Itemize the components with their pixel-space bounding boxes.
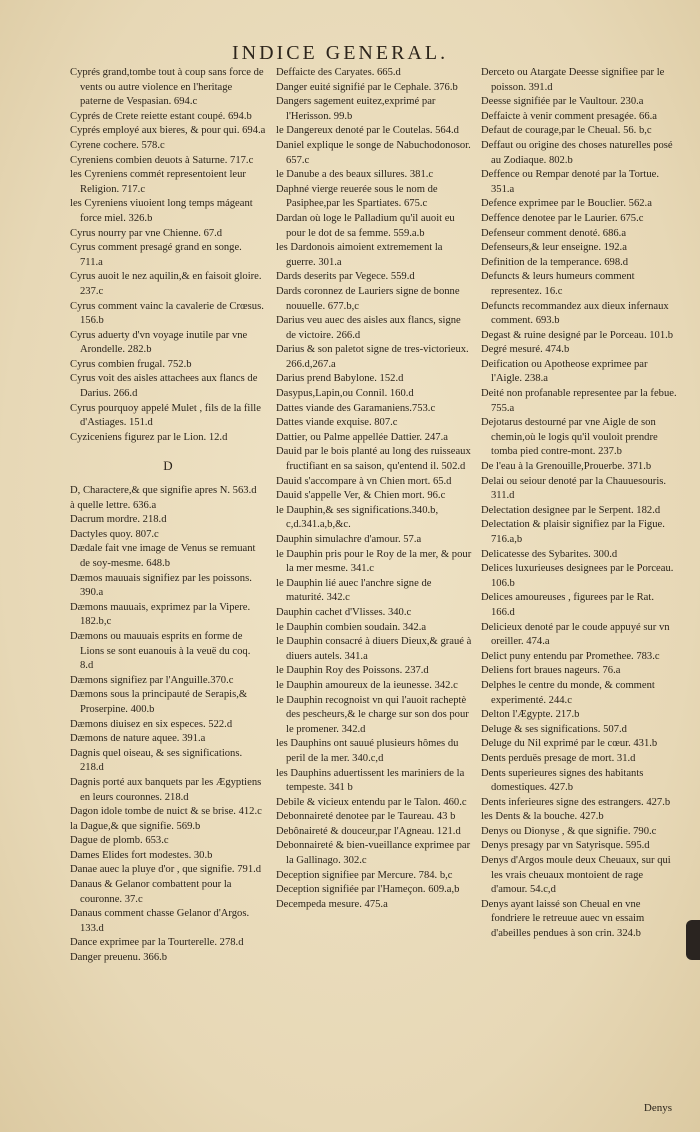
index-entry: Dents superieures signes des habitants domestiques. 427.b xyxy=(481,767,644,794)
index-entry: Denys d'Argos moule deux Cheuaux, sur qui les vrais cheuaux montoient de rage d'amour. 54.c,d xyxy=(481,855,671,896)
index-entry: Dents perduës presage de mort. 31.d xyxy=(481,752,636,764)
index-column-2 xyxy=(276,66,472,912)
index-entry: Dæmons ou mauuais esprits en forme de Lions se sont euanouis à la veuë du coq. 8.d xyxy=(70,630,251,672)
index-entry: Debônaireté & douceur,par l'Agneau. 121.d xyxy=(276,825,461,837)
index-entry: Dejotarus destourné par vne Aigle de son chemin,où le logis qu'il vouloit prendre tomba pied contre-mont. 237.b xyxy=(481,417,658,458)
section-letter: D xyxy=(163,458,173,474)
index-entry: Dards coronnez de Lauriers signe de bonne nouuelle. 677.b,c xyxy=(276,285,460,312)
index-entry: Definition de la temperance. 698.d xyxy=(481,256,629,268)
index-entry: Dance exprimee par la Tourterelle. 278.d xyxy=(70,937,244,949)
index-entry: Dagnis quel oiseau, & ses significations. 218.d xyxy=(70,747,243,774)
index-entry: Dauid par le bois planté au long des ruisseaux fructifiant en sa saison, qu'entend il. 502.d xyxy=(276,446,471,473)
index-entry: Debile & vicieux entendu par le Talon. 460.c xyxy=(276,796,467,808)
index-entry: les Cyreniens commét representoient leur Religion. 717.c xyxy=(70,169,246,195)
index-entry: Cyrus combien frugal. 752.b xyxy=(70,358,192,370)
index-entry: Dagnis porté aux banquets par les Ægyptiens en leurs couronnes. 218.d xyxy=(70,776,262,803)
index-entry: Denys ou Dionyse , & que signifie. 790.c xyxy=(481,825,657,837)
index-entry: le Dauphin lié auec l'anchre signe de maturité. 342.c xyxy=(276,577,432,604)
index-entry: le Dauphin Roy des Poissons. 237.d xyxy=(276,665,429,677)
index-entry: Dauid s'appelle Ver, & Chien mort. 96.c xyxy=(276,490,446,502)
index-entry: Danger preuenu. 366.b xyxy=(70,952,168,964)
index-entry: le Dauphin amoureux de la ieunesse. 342.c xyxy=(276,679,458,691)
index-entry: les Cyreniens viuoient long temps mágeant force miel. 326.b xyxy=(70,198,253,224)
index-entry: Dangers sagement euitez,exprimé par l'Herisson. 99.b xyxy=(276,96,436,122)
index-entry: Degast & ruine designé par le Porceau. 101.b xyxy=(481,329,674,341)
index-entry: Darius prend Babylone. 152.d xyxy=(276,373,404,385)
index-entry: Deffaut ou origine des choses naturelles posé au Zodiaque. 802.b xyxy=(481,139,673,166)
index-entry: Danaus comment chasse Gelanor d'Argos. 133.d xyxy=(70,908,250,934)
index-entry: Dents inferieures signe des estrangers. 427.b xyxy=(481,796,671,808)
index-entry: Deluge & ses significations. 507.d xyxy=(481,723,627,735)
index-entry: Delices amoureuses , figurees par le Rat. 166.d xyxy=(481,592,654,618)
index-entry: Deffence ou Rempar denoté par la Tortue. 351.a xyxy=(481,169,660,195)
index-entry: Deception signifiee par Mercure. 784. b,c xyxy=(276,869,453,881)
index-entry: Deluge du Nil exprimé par le cœur. 431.b xyxy=(481,738,658,750)
index-entry: De l'eau à la Grenouille,Prouerbe. 371.b xyxy=(481,461,652,473)
index-entry: Debonnaireté denotee par le Taureau. 43 b xyxy=(276,811,456,823)
index-column-1 xyxy=(70,66,266,966)
index-entry: Deesse signifiée par le Vaultour. 230.a xyxy=(481,96,644,108)
index-entry: Dauid s'accompare à vn Chien mort. 65.d xyxy=(276,475,452,487)
index-entry: la Dague,& que signifie. 569.b xyxy=(70,820,201,832)
index-entry: Cyreniens combien deuots à Saturne. 717.c xyxy=(70,154,254,166)
index-entry: Delectation & plaisir signifiez par la Figue. 716.a,b xyxy=(481,519,665,545)
index-entry: Denys ayant laissé son Cheual en vne fondriere le retreuue auec vn essaim d'abeilles pendues à son crin. 324.b xyxy=(481,898,645,940)
index-entry: Dattes viande des Garamaniens.753.c xyxy=(276,402,436,414)
index-entry: Dædale fait vne image de Venus se remuant de soy-mesme. 648.b xyxy=(70,543,256,569)
index-entry: Dardan où loge le Palladium qu'il auoit eu pour le dot de sa femme. 559.a.b xyxy=(276,212,455,239)
index-entry: les Dents & la bouche. 427.b xyxy=(481,811,604,823)
index-entry: Dattier, ou Palme appellée Dattier. 247.a xyxy=(276,431,448,443)
index-entry: Deception signifiée par l'Hameçon. 609.a,b xyxy=(276,884,460,896)
index-entry: Cyrus pourquoy appelé Mulet , fils de la fille d'Astiages. 151.d xyxy=(70,402,261,429)
index-entry: Derceto ou Atargate Deesse signifiee par le poisson. 391.d xyxy=(481,67,665,93)
index-entry: Dæmons signifiez par l'Anguille.370.c xyxy=(70,674,234,686)
index-entry: Dæmons sous la principauté de Serapis,& Proserpine. 400.b xyxy=(70,689,248,715)
index-entry: Delices luxurieuses designees par le Porceau. 106.b xyxy=(481,563,674,589)
index-entry: Degré mesuré. 474.b xyxy=(481,344,570,356)
index-list xyxy=(481,66,677,942)
index-entry: Deliens fort braues nageurs. 76.a xyxy=(481,665,621,677)
index-entry: Dæmons de nature aquee. 391.a xyxy=(70,733,206,745)
index-entry: Deffaicte des Caryates. 665.d xyxy=(276,67,401,78)
index-entry: Cyprés grand,tombe tout à coup sans force de vents ou autre violence en l'heritage paterne de Vespasian. 694.c xyxy=(70,67,264,108)
index-entry: Delict puny entendu par Promethee. 783.c xyxy=(481,650,660,662)
index-entry: Debonnaireté & bien-vueillance exprimee par la Gallinago. 302.c xyxy=(276,840,471,867)
index-list-d xyxy=(70,484,266,966)
index-entry: Denys presagy par vn Satyrisque. 595.d xyxy=(481,840,650,852)
index-entry: Dauphin cachet d'Vlisses. 340.c xyxy=(276,606,412,618)
index-entry: le Dauphin combien soudain. 342.a xyxy=(276,621,427,633)
index-entry: Dague de plomb. 653.c xyxy=(70,835,169,847)
index-entry: Delton l'Ægypte. 217.b xyxy=(481,709,580,721)
index-entry: Delicieux denoté par le coude appuyé sur vn oreiller. 474.a xyxy=(481,621,670,648)
index-entry: Defuncts recommandez aux dieux infernaux comment. 693.b xyxy=(481,300,669,327)
index-entry: le Dangereux denoté par le Coutelas. 564.d xyxy=(276,125,459,137)
index-entry: Cyprés de Crete reiette estant coupé. 694.b xyxy=(70,110,252,122)
index-entry: Danger euité signifié par le Cephale. 376.b xyxy=(276,81,458,93)
index-entry: les Dardonois aimoient extremement la guerre. 301.a xyxy=(276,242,443,268)
index-entry: Deffaicte à venir comment presagée. 66.a xyxy=(481,110,657,122)
index-entry: Danae auec la pluye d'or , que signifie. 791.d xyxy=(70,864,262,876)
index-entry: Dasypus,Lapin,ou Connil. 160.d xyxy=(276,388,414,400)
index-entry: le Danube a des beaux sillures. 381.c xyxy=(276,169,434,181)
index-entry: Defenseur comment denoté. 686.a xyxy=(481,227,627,239)
index-entry: le Dauphin pris pour le Roy de la mer, & pour la mer mesme. 341.c xyxy=(276,548,472,575)
index-entry: Delectation designee par le Serpent. 182.d xyxy=(481,504,661,516)
index-entry: Delicatesse des Sybarites. 300.d xyxy=(481,548,618,560)
index-entry: Dards deserits par Vegece. 559.d xyxy=(276,271,415,283)
index-entry: Defence exprimee par le Bouclier. 562.a xyxy=(481,198,652,210)
index-entry: les Dauphins aduertissent les mariniers de la tempeste. 341 b xyxy=(276,767,465,794)
index-list-c xyxy=(70,66,266,445)
index-entry: Dæmos mauuais signifiez par les poissons. 390.a xyxy=(70,572,252,599)
index-entry: Dauphin simulachre d'amour. 57.a xyxy=(276,534,422,545)
index-entry: Daniel explique le songe de Nabuchodonosor. 657.c xyxy=(276,139,471,166)
index-entry: Darius veu auec des aisles aux flancs, signe de victoire. 266.d xyxy=(276,315,461,341)
index-entry: le Dauphin consacré à diuers Dieux,& graué à diuers autels. 341.a xyxy=(276,636,472,662)
index-entry: Danaus & Gelanor combattent pour la couronne. 37.c xyxy=(70,879,232,905)
catchword: Denys xyxy=(643,1102,672,1114)
index-entry: Cyrene cochere. 578.c xyxy=(70,139,165,151)
index-entry: Deité non profanable representee par la febue. 755.a xyxy=(481,388,677,414)
index-entry: Delphes le centre du monde, & comment experimenté. 244.c xyxy=(481,679,655,706)
index-entry: Daphné vierge reuerée sous le nom de Pasiphee,par les Spartiates. 675.c xyxy=(276,183,438,210)
index-entry: Dæmons diuisez en six especes. 522.d xyxy=(70,718,233,730)
index-entry: Decempeda mesure. 475.a xyxy=(276,898,388,910)
index-entry: Cyrus nourry par vne Chienne. 67.d xyxy=(70,227,223,239)
index-entry: Cyziceniens figurez par le Lion. 12.d xyxy=(70,431,228,443)
index-entry: Dacrum mordre. 218.d xyxy=(70,514,167,526)
index-entry: Cyrus auoit le nez aquilin,& en faisoit gloire. 237.c xyxy=(70,271,262,297)
index-entry: Dæmons mauuais, exprimez par la Vipere. 182.b,c xyxy=(70,601,251,628)
index-entry: Dames Elides fort modestes. 30.b xyxy=(70,849,213,861)
index-entry: Defenseurs,& leur enseigne. 192.a xyxy=(481,242,627,254)
index-entry: Defuncts & leurs humeurs comment representez. 16.c xyxy=(481,271,635,297)
index-column-3 xyxy=(481,66,677,942)
index-entry: Delai ou seiour denoté par la Chauuesouris. 311.d xyxy=(481,475,667,502)
index-entry: D, Charactere,& que signifie apres N. 563.d xyxy=(70,485,257,497)
index-entry: Cyrus aduerty d'vn voyage inutile par vne Arondelle. 282.b xyxy=(70,329,248,356)
index-entry: Deffence denotee par le Laurier. 675.c xyxy=(481,212,644,224)
index-entry: Cyrus comment vainc la cavalerie de Crœsus. 156.b xyxy=(70,300,264,327)
index-entry: les Dauphins ont sauué plusieurs hômes du peril de la mer. 340.c,d xyxy=(276,738,459,764)
index-entry: Cyprés employé aux bieres, & pour qui. 694.a xyxy=(70,125,266,137)
index-entry: Dattes viande exquise. 807.c xyxy=(276,417,398,429)
index-entry: Deification ou Apotheose exprimee par l'Aigle. 238.a xyxy=(481,358,648,385)
index-entry: Defaut de courage,par le Cheual. 56. b,c xyxy=(481,125,652,137)
index-entry: le Dauphin recognoist vn qui l'auoit racheptè des pescheurs,& le charge sur son dos pour le promener. 342.d xyxy=(276,694,469,735)
index-entry: Cyrus voit des aisles attachees aux flancs de Darius. 266.d xyxy=(70,373,258,400)
index-entry: Dactyles quoy. 807.c xyxy=(70,528,159,540)
index-entry: Darius & son paletot signe de tres-victorieux. 266.d,267.a xyxy=(276,344,469,370)
page-header: INDICE GENERAL. xyxy=(232,42,449,64)
index-entry: Dagon idole tombe de nuict & se brise. 412.c xyxy=(70,806,262,818)
index-entry: à quelle lettre. 636.a xyxy=(70,499,157,511)
index-entry: Cyrus comment presagé grand en songe. 711.a xyxy=(70,242,242,268)
page-tab-marker xyxy=(686,920,700,960)
index-list xyxy=(276,66,472,912)
index-entry: le Dauphin,& ses significations.340.b, c,d.341.a,b,&c. xyxy=(276,504,439,531)
